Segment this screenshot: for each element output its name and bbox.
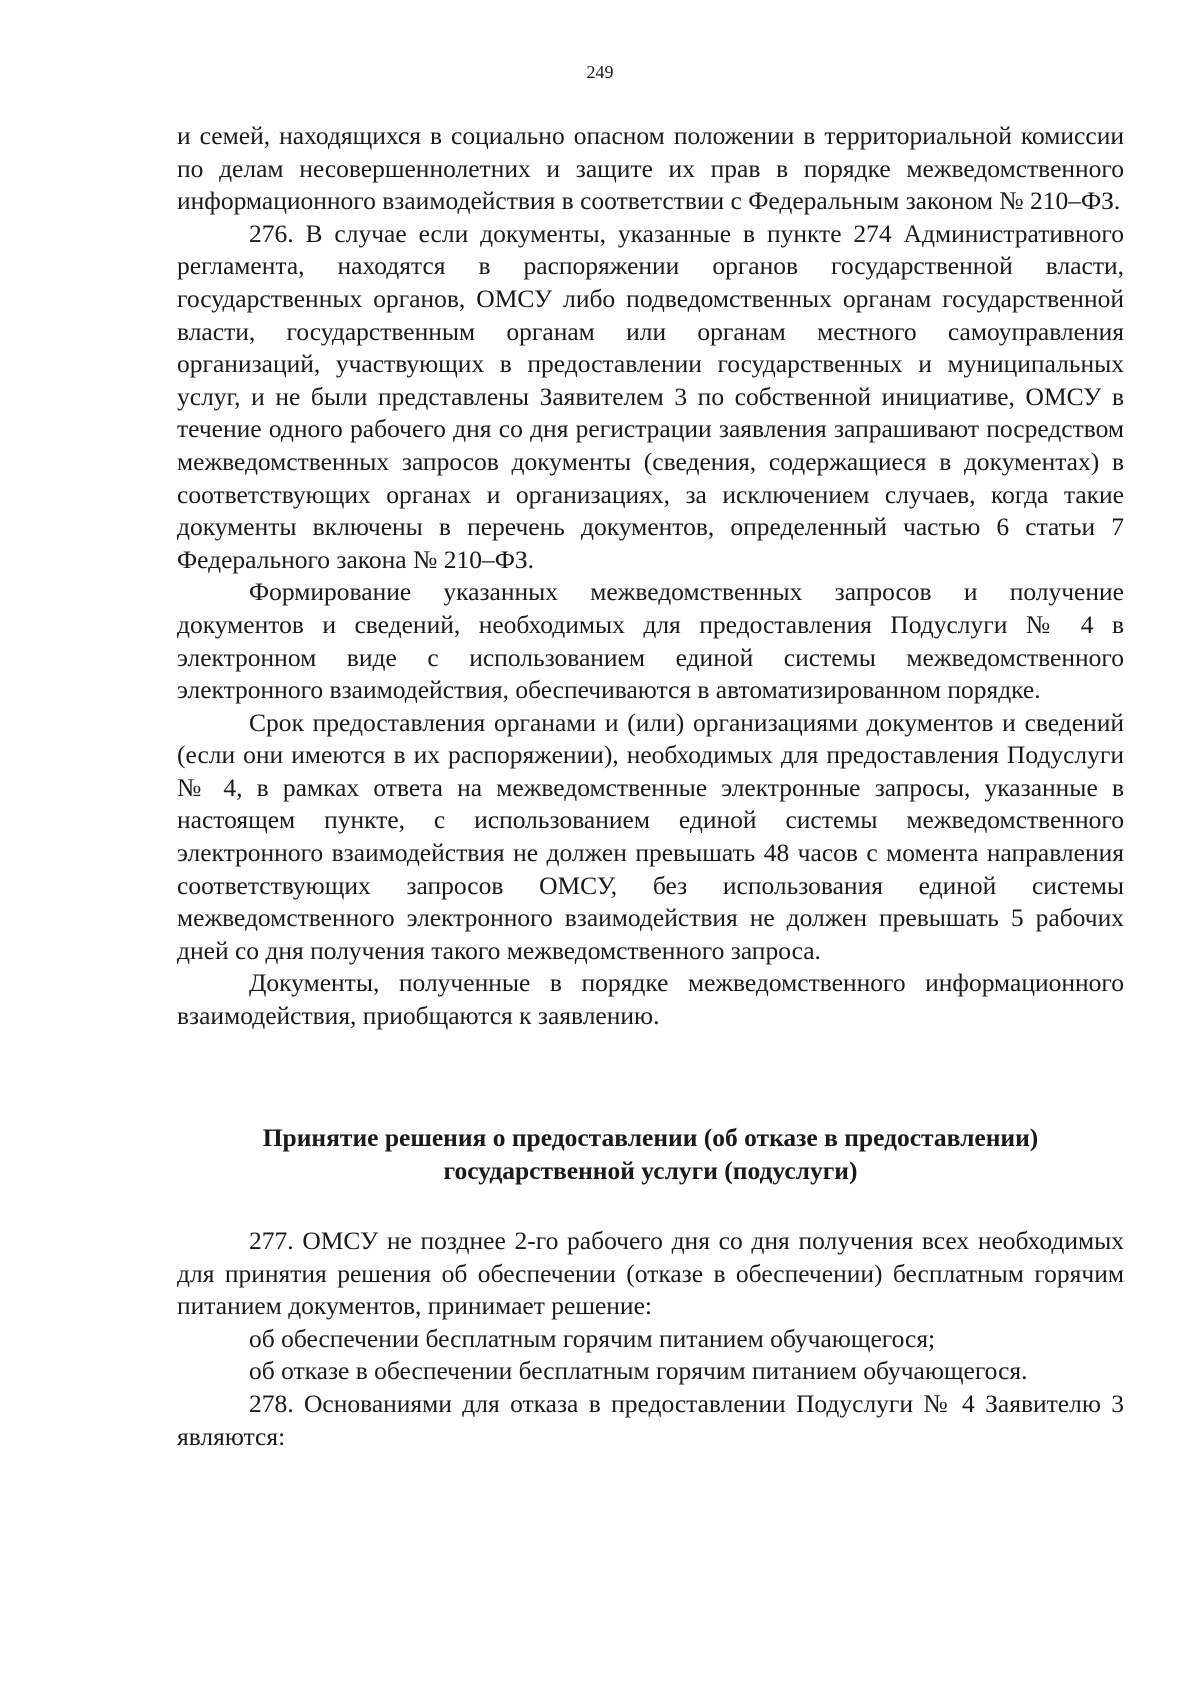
body-text-top [177, 120, 1124, 1033]
paragraph-documents: Документы, полученные в порядке межведомственного информационного взаимодействия, приобщаются к заявлению. [177, 968, 1124, 1031]
paragraph-term: Срок предоставления органами и (или) организациями документов и сведений (если они имеются в их распоряжении), необходимых для предоставления Подуслуги № 4, в рамках ответа на межведомственные электронные запросы, указанные в настоящем пункте, с использованием единой системы межведомственного электронного взаимодействия не должен превышать 48 часов с момента направления соответствующих запросов ОМСУ, без использования единой системы межведомственного электронного взаимодействия не должен превышать 5 рабочих дней со дня получения такого межведомственного запроса. [177, 707, 1124, 965]
page-number: 249 [586, 62, 614, 82]
section-heading-line-1: Принятие решения о предоставлении (об отказе в предоставлении) [262, 1123, 1039, 1152]
paragraph-option-refuse: об отказе в обеспечении бесплатным горячим питанием обучающегося. [249, 1356, 1028, 1386]
paragraph-277: 277. ОМСУ не позднее 2-го рабочего дня со дня получения всех необходимых для принятия решения об обеспечении (отказе в обеспечении) бесплатным горячим питанием документов, принимает решение: [177, 1226, 1124, 1321]
section-heading [177, 1122, 1124, 1187]
paragraph-continuation: и семей, находящихся в социально опасном положении в территориальной комиссии по делам несовершеннолетних и защите их прав в порядке межведомственного информационного взаимодействия в соответствии с Федеральным законом № 210–ФЗ. [177, 121, 1124, 216]
body-text-bottom [177, 1225, 1124, 1453]
paragraph-option-provide: об обеспечении бесплатным горячим питанием обучающегося; [249, 1323, 936, 1353]
paragraph-formation: Формирование указанных межведомственных запросов и получение документов и сведений, необходимых для предоставления Подуслуги № 4 в электронном виде с использованием единой системы межведомственного электронного взаимодействия, обеспечиваются в автоматизированном порядке. [177, 577, 1124, 705]
paragraph-276: 276. В случае если документы, указанные в пункте 274 Административного регламента, находятся в распоряжении органов государственной власти, государственных органов, ОМСУ либо подведомственных органам государственной власти, государственным органам или органам местного самоуправления организаций, участвующих в предоставлении государственных и муниципальных услуг, и не были представлены Заявителем 3 по собственной инициативе, ОМСУ в течение одного рабочего дня со дня регистрации заявления запрашивают посредством межведомственных запросов документы (сведения, содержащиеся в документах) в соответствующих органах и организациях, за исключением случаев, когда такие документы включены в перечень документов, определенный частью 6 статьи 7 Федерального закона № 210–ФЗ. [177, 218, 1124, 574]
section-heading-line-2: государственной услуги (подуслуги) [443, 1155, 858, 1185]
paragraph-278: 278. Основаниями для отказа в предоставлении Подуслуги № 4 Заявителю 3 являются: [177, 1388, 1124, 1451]
